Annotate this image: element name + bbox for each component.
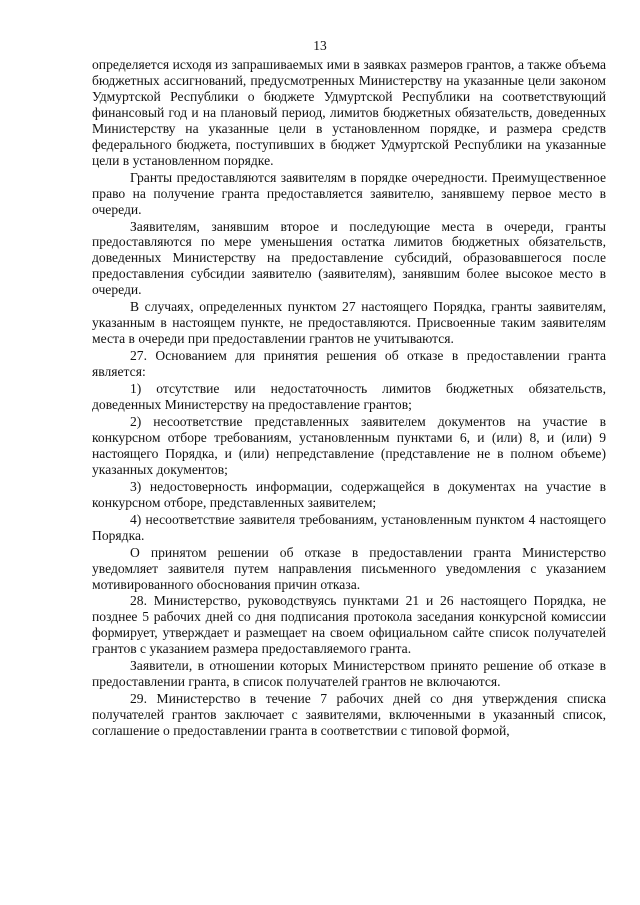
paragraph-excluded-applicants: Заявители, в отношении которых Министерством принято решение об отказе в предоставлении гранта, в список получателей грантов не включаются.	[92, 658, 606, 690]
list-item-2: 2) несоответствие представленных заявителем документов на участие в конкурсном отборе требованиям, установленным пунктами 6, и (или) 8, и (или) 9 настоящего Порядка, и (или) непредставление (представление не в полном объеме) указанных документов;	[92, 413, 606, 477]
paragraph-item-29: 29. Министерство в течение 7 рабочих дней со дня утверждения списка получателей грантов заключает с заявителями, включенными в указанный список, соглашение о предоставлении гранта в соответствии с типовой формой,	[92, 691, 606, 739]
list-item-4: 4) несоответствие заявителя требованиям, установленным пунктом 4 настоящего Порядка.	[92, 511, 606, 543]
paragraph-continuation: определяется исходя из запрашиваемых ими в заявках размеров грантов, а также объема бюджетных ассигнований, предусмотренных Министерству на указанные цели законом Удмуртской Республики о бюджете Удмуртской Республики на соответствующий финансовый год и на плановый период, лимитов бюджетных обязательств, доведенных Министерству на указанные цели в установленном порядке, и размера средств федерального бюджета, поступивших в бюджет Удмуртской Республики на указанные цели в установленном порядке.	[92, 57, 606, 168]
paragraph-second-places: Заявителям, занявшим второе и последующие места в очереди, гранты предоставляются по мере уменьшения остатка лимитов бюджетных обязательств, доведенных Министерству на предоставление субсидий, образовавшегося после предоставления субсидии заявителю (заявителям), занявшим более высокое место в очереди.	[92, 218, 606, 298]
paragraph-item-27: 27. Основанием для принятия решения об отказе в предоставлении гранта является:	[92, 348, 606, 380]
list-item-3: 3) недостоверность информации, содержащейся в документах на участие в конкурсном отборе, представленных заявителем;	[92, 478, 606, 510]
paragraph-item-28: 28. Министерство, руководствуясь пунктами 21 и 26 настоящего Порядка, не позднее 5 рабочих дней со дня подписания протокола заседания конкурсной комиссии формирует, утверждает и размещает на своем официальном сайте список получателей грантов с указанием размера предоставляемого гранта.	[92, 593, 606, 657]
paragraph-grants-order: Гранты предоставляются заявителям в порядке очередности. Преимущественное право на получение гранта предоставляется заявителю, занявшему первое место в очереди.	[92, 169, 606, 217]
paragraph-cases-27: В случаях, определенных пунктом 27 настоящего Порядка, гранты заявителям, указанным в настоящем пункте, не предоставляются. Присвоенные таким заявителям места в очереди при предоставлении грантов не учитываются.	[92, 299, 606, 347]
paragraph-refusal-notice: О принятом решении об отказе в предоставлении гранта Министерство уведомляет заявителя путем направления письменного уведомления с указанием мотивированного обоснования причин отказа.	[92, 544, 606, 592]
list-item-1: 1) отсутствие или недостаточность лимитов бюджетных обязательств, доведенных Министерству на предоставление грантов;	[92, 381, 606, 413]
page-number: 13	[313, 38, 327, 53]
document-body	[92, 57, 606, 740]
